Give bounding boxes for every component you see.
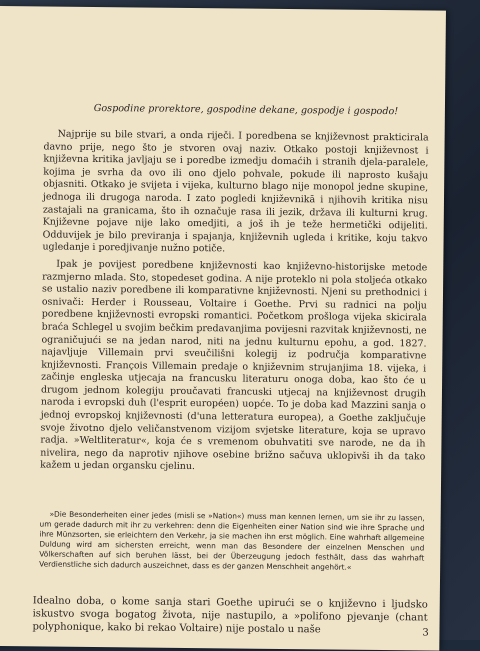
closing-paragraph: Idealno doba, o kome sanja stari Goethe upirući se o književno i ljudsko iskustvo svoga bogatog života, nije nastupilo, a »polifono pjevanje (chant polyphonique, kako bi rekao Voltaire) nije postalo u naše [32, 595, 428, 636]
greeting-line: Gospodine prorektore, gospodine dekane, gospodje i gospodo! [93, 102, 399, 118]
book-page [0, 6, 446, 651]
german-quote: »Die Besonderheiten einer jedes (misli se »Nation«) muss man kennen lernen, um sie ihr zu lassen, um gerade dadurch mit ihr zu verkehren: denn die Eigenheiten einer Nation sind wie ihre Sprache und ihre Münzsorten, sie erleichtern den Verkehr, ja sie machen ihn erst möglich. Eine wahrhaft allgemeine Duldung wird am sichersten erreicht, wenn man das Besondere der einzelnen Menschen und Völkerschaften auf sich beruhen lässt, bei der Überzeugung jedoch festhält, dass das wahrhaft Verdienstliche sich dadurch auszeichnet, dass es der ganzen Menschheit angehört.« [39, 509, 425, 572]
page-number: 3 [422, 627, 429, 639]
paragraph-2: Ipak je povijest poredbene književnosti kao književno-historijske metode razmjerno mlada. Sto, stopedeset godina. A nije proteklo ni pola stoljeća otkako se ustalio naziv poredbene ili komparativne književnosti. Njeni su prethodnici i osnivači: Herder i Rousseau, Voltaire i Goethe. Prvi su radnici na polju poredbene književnosti evropski romantici. Početkom prošloga vijeka skicirala braća Schlegel u svojim bečkim predavanjima povijesni razvitak književnosti, ne ograničujući se na jedan narod, niti na jednu kulturnu epohu, a god. 1827. najavljuje Villemain prvi sveučilišni kolegij iz područja komparativne književnosti. François Villemain predaje o književnim strujanjima 18. vijeka, i začinje engleska utjecaja na francusku literaturu onoga doba, kao što će u drugom jednom kolegiju proučavati francuski utjecaj na književnost drugih naroda i evropski duh (l'esprit européen) uopće. To je doba kad Mazzini sanja o jednoj evropskoj književnosti (d'una letteratura europea), a Goethe zaključuje svoje životno djelo veličanstvenom vizijom svjetske literature, koja se upravo radja. »Weltliteratur«, koja će s vremenom obuhvatiti sve narode, ne da ih nivelira, nego da naprotiv njihove osebine brižno sačuva uklopivši ih da tako kažem u jedan organsku cjelinu. [40, 258, 428, 473]
page-content [20, 6, 439, 646]
body-text [40, 128, 429, 480]
paragraph-1: Najprije su bile stvari, a onda riječi. I poredbena se književnost prakticirala davno prije, nego što je stvoren ovaj naziv. Otkako postoji književnost i književna kritika javljaju se i poredbe izmedju domaćih i stranih djela-paralele, kojima je svrha da ovo ili ono djelo pohvale, pokude ili naprosto kušaju objasniti. Otkako je svijeta i vijeka, kulturno blago nije monopol jedne skupine, jednoga ili drugoga naroda. I zato pogledi književnikā i njihovih kritika nisu zastajali na granicama, što ih označuje rasa ili jezik, država ili kulturni krug. Književne pojave nije lako omedjiti, a još ih je teže hermetički odijeliti. Odduvijek je bilo previranja i spajanja, književnih ugleda i kritike, koju takvo ugledanje i poredjivanje nužno potiče. [42, 128, 429, 255]
